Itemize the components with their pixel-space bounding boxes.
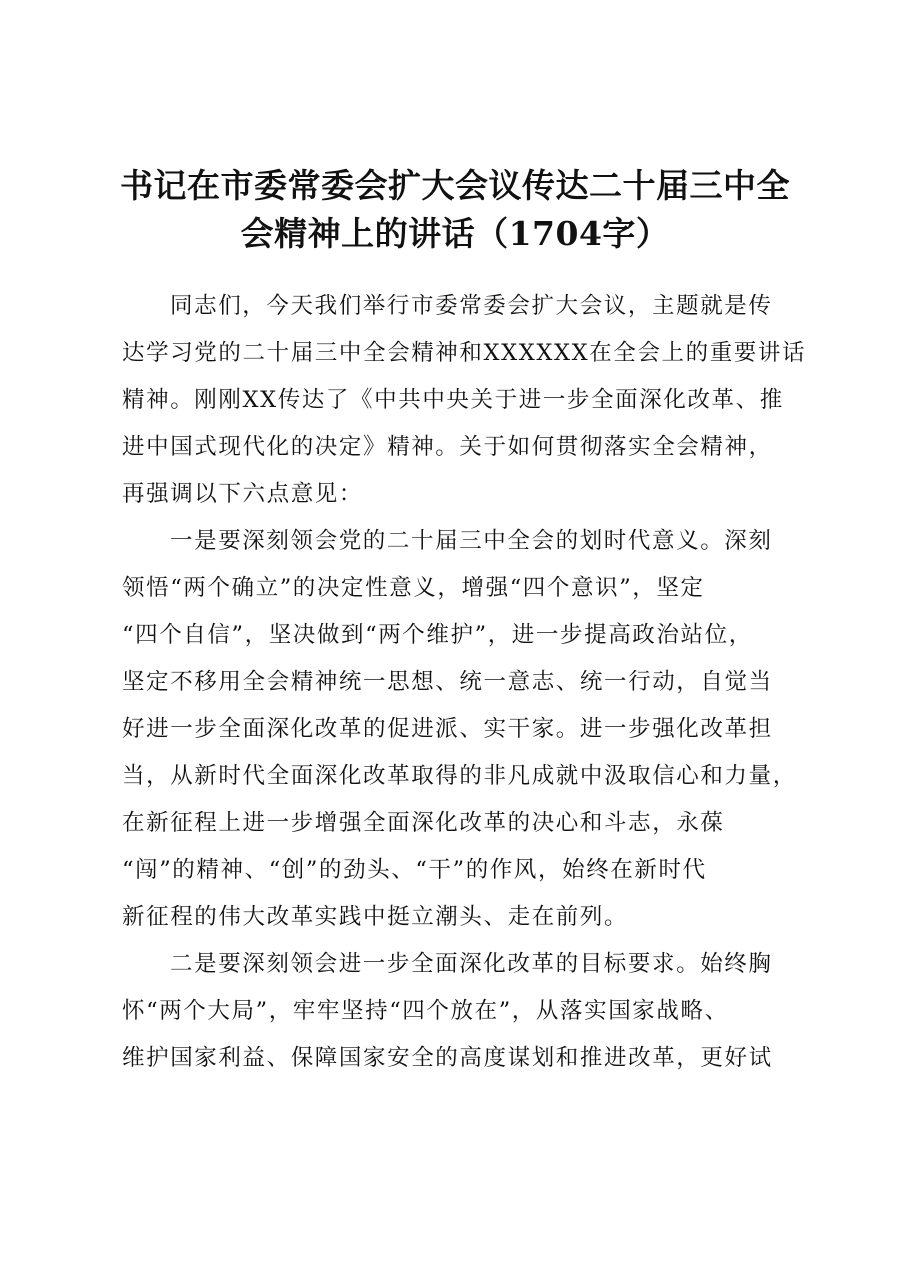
paragraph-line: “四个自信”，坚决做到“两个维护”，进一步提高政治站位， <box>122 622 753 648</box>
paragraph-line: 好进一步全面深化改革的促进派、实干家。进一步强化改革担 <box>122 716 773 742</box>
paragraph-line: 同志们，今天我们举行市委常委会扩大会议，主题就是传 <box>170 293 773 319</box>
paragraph-line: 精神。刚刚XX传达了《中共中央关于进一步全面深化改革、推 <box>122 387 784 413</box>
paragraph-line: “闯”的精神、“创”的劲头、“干”的作风，始终在新时代 <box>122 857 707 883</box>
paragraph-line: 进中国式现代化的决定》精神。关于如何贯彻落实全会精神， <box>122 434 773 460</box>
paragraph-line: 在新征程上进一步增强全面深化改革的决心和斗志，永葆 <box>122 810 725 836</box>
paragraph-line: 领悟“两个确立”的决定性意义，增强“四个意识”，坚定 <box>122 575 705 601</box>
paragraph-point-two <box>122 941 812 1082</box>
paragraph-line: 当，从新时代全面深化改革取得的非凡成就中汲取信心和力量， <box>122 763 797 789</box>
paragraph-opening <box>122 283 812 518</box>
paragraph-line: 维护国家利益、保障国家安全的高度谋划和推进改革，更好试 <box>122 1045 773 1071</box>
paragraph-line: 新征程的伟大改革实践中挺立潮头、走在前列。 <box>122 904 629 930</box>
paragraph-point-one <box>122 518 812 941</box>
title-line: 书记在市委常委会扩大会议传达二十届三中全 <box>120 166 790 205</box>
paragraph-line: 坚定不移用全会精神统一思想、统一意志、统一行动，自觉当 <box>122 669 773 695</box>
paragraph-line: 再强调以下六点意见： <box>122 481 364 507</box>
title-line: 会精神上的讲话（1704字） <box>240 214 670 253</box>
paragraph-line: 一是要深刻领会党的二十届三中全会的划时代意义。深刻 <box>170 528 773 554</box>
document-body <box>122 283 812 1082</box>
document-title <box>95 162 815 258</box>
paragraph-line: 怀“两个大局”，牢牢坚持“四个放在”，从落实国家战略、 <box>122 998 729 1024</box>
paragraph-line: 达学习党的二十届三中全会精神和XXXXXX在全会上的重要讲话 <box>122 340 807 366</box>
paragraph-line: 二是要深刻领会进一步全面深化改革的目标要求。始终胸 <box>170 951 773 977</box>
